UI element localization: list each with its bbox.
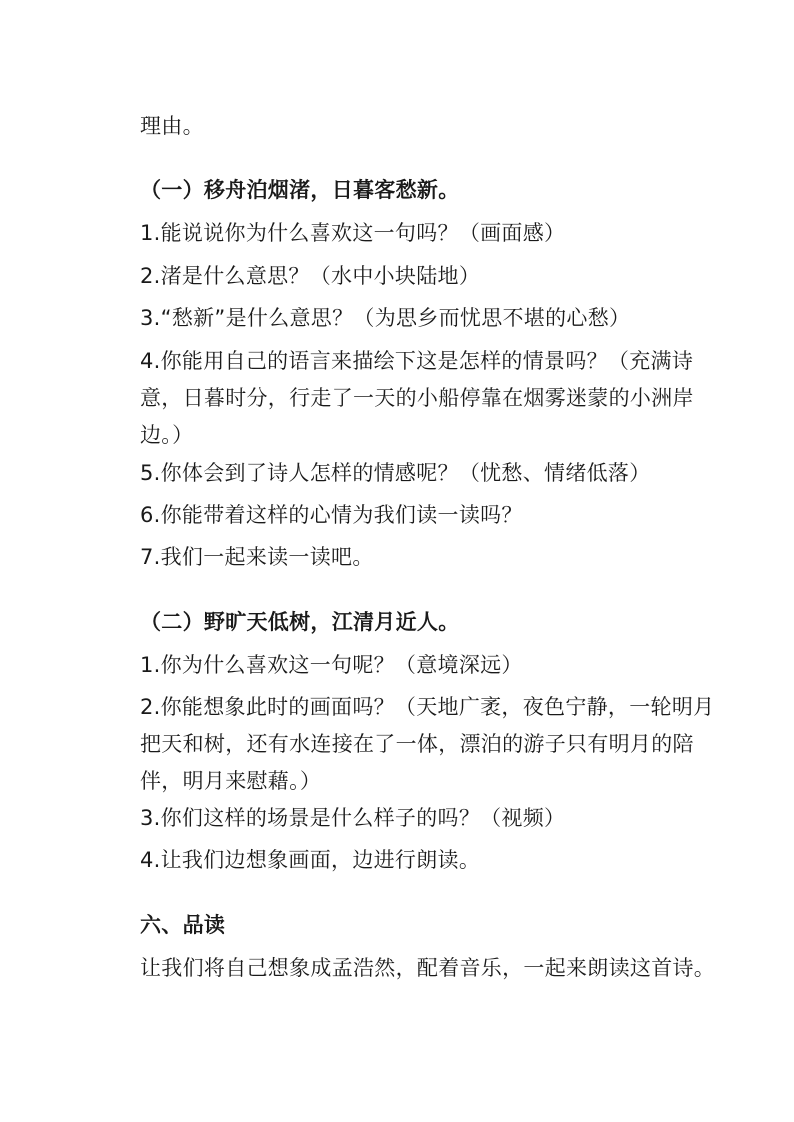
section1-item-7: 7.我们一起来读一读吧。 [140,545,374,569]
section3-body: 让我们将自己想象成孟浩然，配着音乐，一起来朗读这首诗。 [140,956,716,980]
section1-item-5: 5.你体会到了诗人怎样的情感呢？（忧愁、情绪低落） [140,461,651,485]
section2-item-3: 3.你们这样的场景是什么样子的吗？（视频） [140,806,566,830]
section1-item-6: 6.你能带着这样的心情为我们读一读吗？ [140,503,523,527]
intro-tail-text: 理由。 [140,114,204,138]
section1-item-4: 4.你能用自己的语言来描绘下这是怎样的情景吗？（充满诗意，日暮时分，行走了一天的小船停靠在烟雾迷蒙的小洲岸边。） [140,349,694,447]
section2-item-1: 1.你为什么喜欢这一句呢？（意境深远） [140,653,523,677]
section1-item-1: 1.能说说你为什么喜欢这一句吗？（画面感） [140,221,566,245]
section1-heading: （一）移舟泊烟渚，日暮客愁新。 [140,178,460,202]
section2-item-4: 4.让我们边想象画面，边进行朗读。 [140,848,481,872]
section2-item-2: 2.你能想象此时的画面吗？（天地广袤，夜色宁静，一轮明月把天和树，还有水连接在了一体，漂泊的游子只有明月的陪伴，明月来慰藉。） [140,695,715,793]
section1-item-2: 2.渚是什么意思？（水中小块陆地） [140,264,481,288]
section2-heading: （二）野旷天低树，江清月近人。 [140,610,460,634]
section3-heading: 六、品读 [140,913,226,937]
section1-item-3: 3.“愁新”是什么意思？（为思乡而忧思不堪的心愁） [140,306,631,330]
